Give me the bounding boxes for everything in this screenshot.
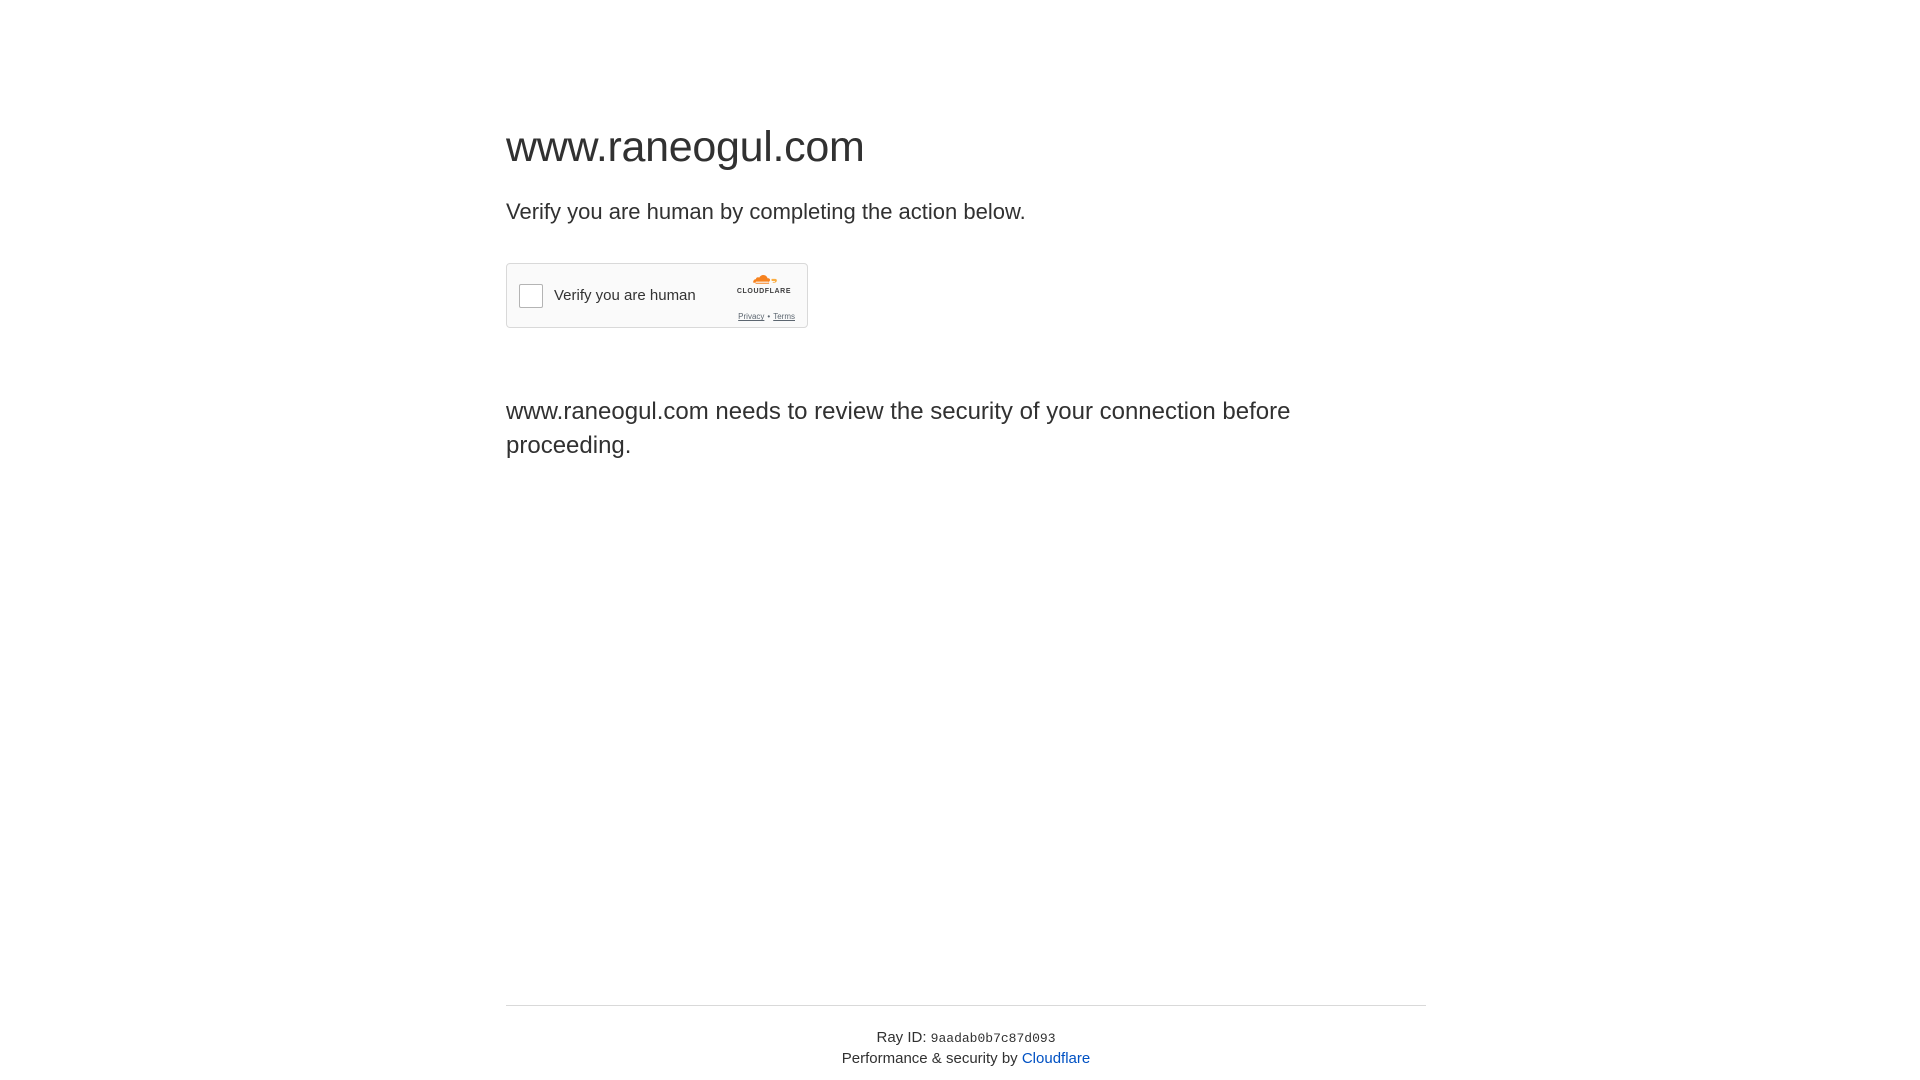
turnstile-widget-wrapper: [506, 263, 1426, 328]
turnstile-widget[interactable]: [506, 263, 808, 328]
cloudflare-logo-icon: [733, 273, 795, 287]
verify-human-label: Verify you are human: [554, 287, 696, 305]
footer: [506, 1005, 1426, 1067]
privacy-link[interactable]: Privacy: [738, 312, 765, 322]
performance-text: Performance & security by: [841, 1050, 1018, 1067]
widget-links: [738, 312, 795, 321]
terms-link[interactable]: Terms: [773, 312, 795, 322]
ray-id-value: 9aadab0b7c87d093: [930, 1031, 1056, 1046]
verify-human-checkbox[interactable]: [519, 284, 543, 308]
link-separator: •: [767, 312, 771, 322]
page-subtitle: Verify you are human by completing the action below.: [506, 198, 1026, 224]
cloudflare-brand-name: CLOUDFLARE: [736, 288, 792, 296]
cloudflare-brand: [733, 273, 795, 295]
cloudflare-link[interactable]: Cloudflare: [1021, 1050, 1091, 1067]
explanation-text: www.raneogul.com needs to review the security of your connection before proceeding.: [506, 398, 1291, 460]
performance-row: [506, 1050, 1426, 1067]
ray-id-row: [506, 1029, 1426, 1046]
main-content: [506, 0, 1426, 464]
ray-id-label: Ray ID:: [876, 1029, 927, 1046]
page-title: www.raneogul.com: [506, 123, 865, 171]
